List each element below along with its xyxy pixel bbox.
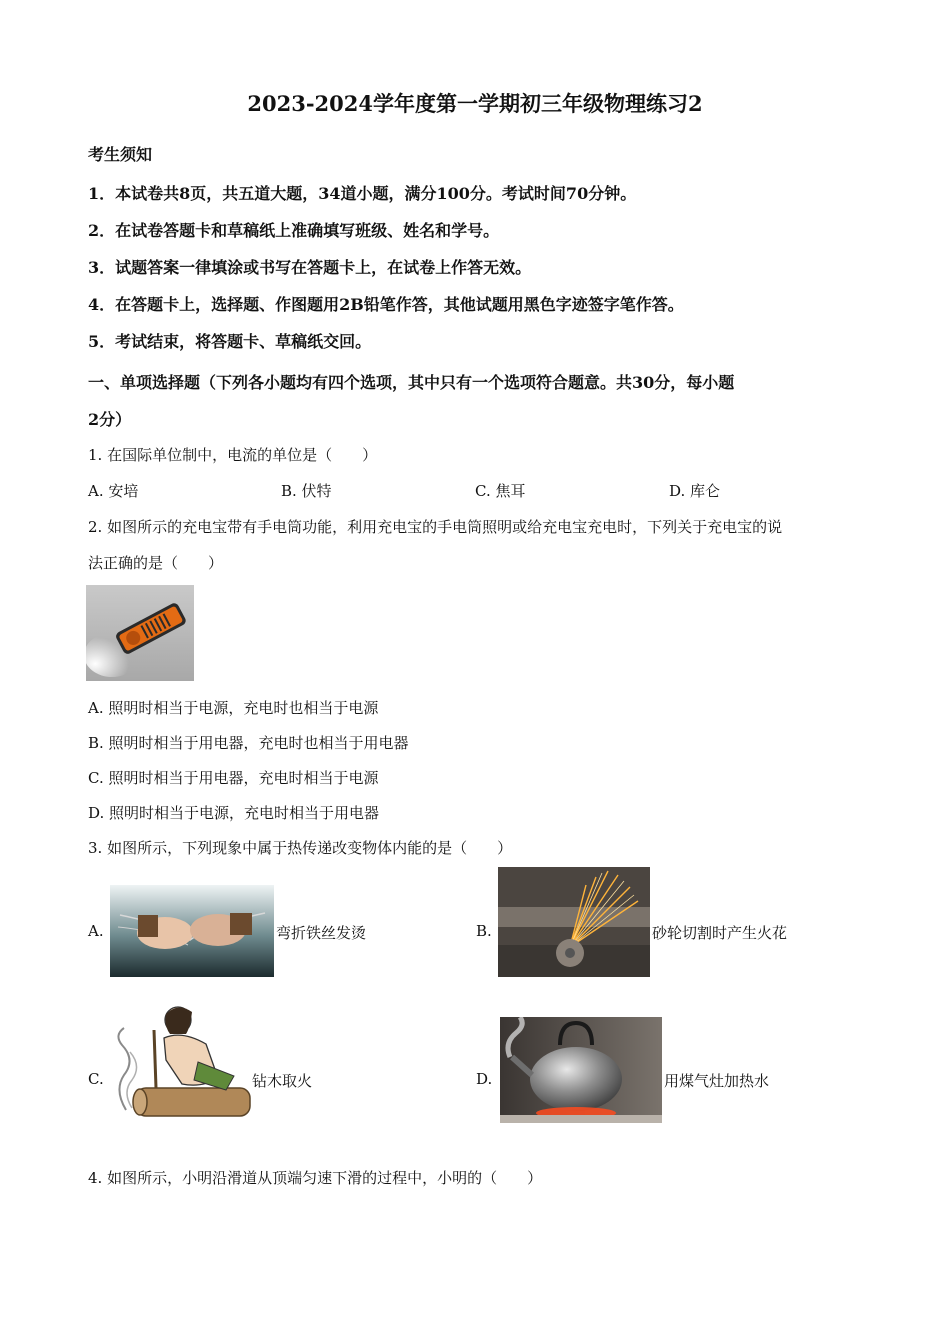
drilling-wood-fire-image [106,1000,252,1122]
notice-rule-1: 1．本试卷共8页，共五道大题，34道小题，满分100分。考试时间70分钟。 [88,184,637,203]
q2-option-d: D. 照明时相当于电源，充电时相当于用电器 [88,804,380,822]
q1-option-c: C. 焦耳 [475,482,526,500]
q2-option-c: C. 照明时相当于用电器，充电时相当于电源 [88,769,379,787]
q1-option-d: D. 库仑 [669,482,721,500]
bending-wire-image [110,885,274,977]
q3-option-d-letter: D. [476,1070,493,1088]
q2-stem-line1: 2. 如图所示的充电宝带有手电筒功能，利用充电宝的手电筒照明或给充电宝充电时，下列关于充电宝的说 [88,518,783,536]
q2-option-a: A. 照明时相当于电源，充电时也相当于电源 [88,699,379,717]
notice-heading: 考生须知 [88,145,153,164]
page-title: 2023-2024学年度第一学期初三年级物理练习2 [247,91,703,116]
q2-stem-line2: 法正确的是（ ） [88,554,224,572]
notice-rule-3: 3．试题答案一律填涂或书写在答题卡上，在试卷上作答无效。 [88,258,532,277]
kettle-gas-stove-image [500,1017,662,1123]
q3-option-c-letter: C. [88,1070,104,1088]
q3-option-b-caption: 砂轮切割时产生火花 [652,924,788,942]
notice-rule-2: 2．在试卷答题卡和草稿纸上准确填写班级、姓名和学号。 [88,221,500,240]
notice-rule-4: 4．在答题卡上，选择题、作图题用2B铅笔作答，其他试题用黑色字迹签字笔作答。 [88,295,684,314]
q3-option-c-caption: 钻木取火 [252,1072,313,1090]
q4-stem: 4. 如图所示，小明沿滑道从顶端匀速下滑的过程中，小明的（ ） [88,1169,543,1187]
q3-option-b-letter: B. [476,922,492,940]
q3-stem: 3. 如图所示，下列现象中属于热传递改变物体内能的是（ ） [88,839,513,857]
notice-rule-5: 5．考试结束，将答题卡、草稿纸交回。 [88,332,372,351]
q1-option-b: B. 伏特 [281,482,332,500]
power-bank-flashlight-image [86,585,194,681]
q1-option-a: A. 安培 [88,482,139,500]
section-heading-line1: 一、单项选择题（下列各小题均有四个选项，其中只有一个选项符合题意。共30分，每小题 [88,373,735,392]
q3-option-a-letter: A. [88,922,104,940]
q3-option-d-caption: 用煤气灶加热水 [664,1072,770,1090]
q3-option-a-caption: 弯折铁丝发烫 [276,924,367,942]
section-heading-line2: 2分） [88,410,132,429]
q1-stem: 1. 在国际单位制中，电流的单位是（ ） [88,446,378,464]
grinding-sparks-image [498,867,650,977]
q2-option-b: B. 照明时相当于用电器，充电时也相当于用电器 [88,734,409,752]
